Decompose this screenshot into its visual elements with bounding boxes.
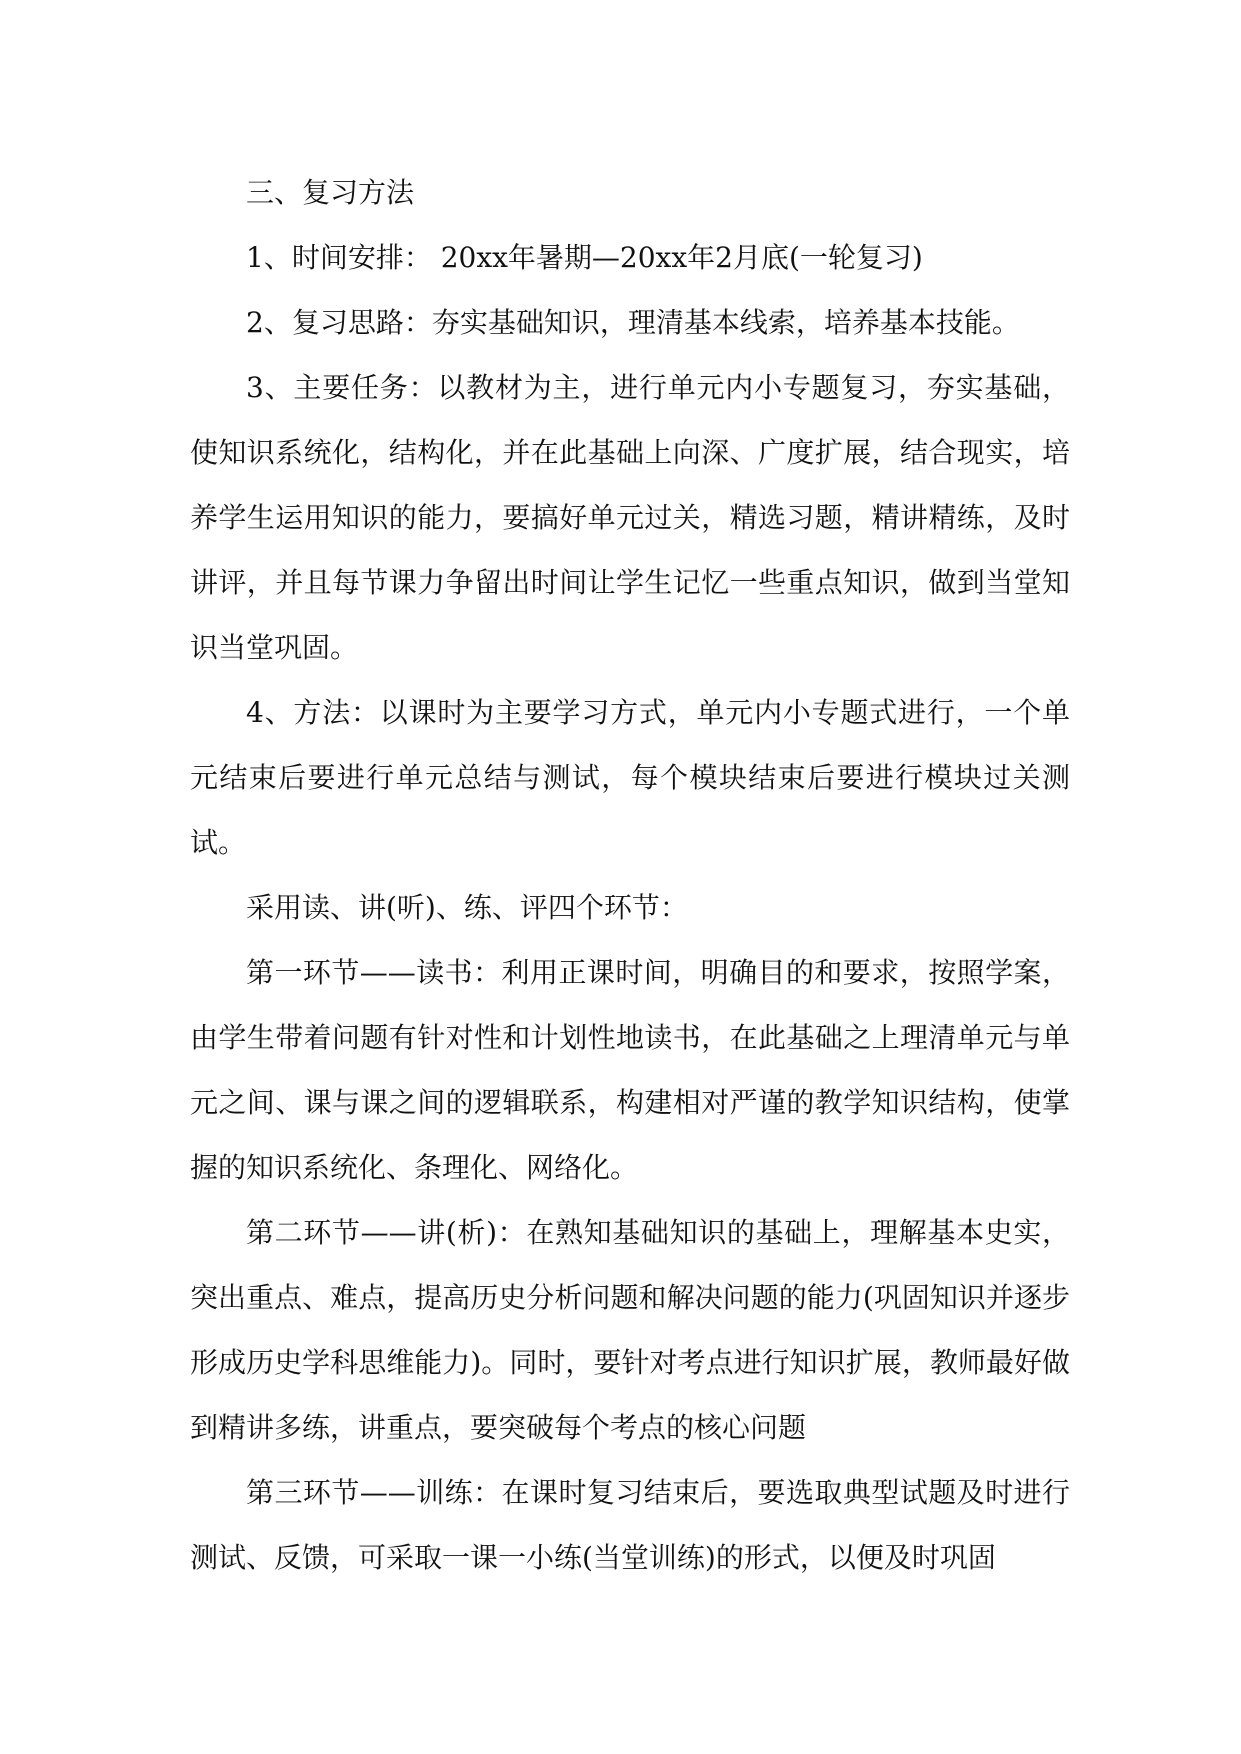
paragraph-method: 4、方法：以课时为主要学习方式，单元内小专题式进行，一个单元结束后要进行单元总结与测试，每个模块结束后要进行模块过关测试。 [190,696,1070,859]
paragraph-review-approach: 2、复习思路：夯实基础知识，理清基本线索，培养基本技能。 [246,306,1020,339]
paragraph-stage-training: 第三环节——训练：在课时复习结束后，要选取典型试题及时进行测试、反馈，可采取一课一小练(当堂训练)的形式，以便及时巩固 [190,1476,1070,1574]
paragraph-stage-lecture: 第二环节——讲(析)：在熟知基础知识的基础上，理解基本史实，突出重点、难点，提高历史分析问题和解决问题的能力(巩固知识并逐步形成历史学科思维能力)。同时，要针对考点进行知识扩展，教师最好做到精讲多练，讲重点，要突破每个考点的核心问题 [190,1216,1070,1444]
section-heading: 三、复习方法 [246,176,415,209]
paragraph-four-stages: 采用读、讲(听)、练、评四个环节： [246,891,688,924]
paragraph-main-tasks: 3、主要任务：以教材为主，进行单元内小专题复习，夯实基础，使知识系统化，结构化，并在此基础上向深、广度扩展，结合现实，培养学生运用知识的能力，要搞好单元过关，精选习题，精讲精练，及时讲评，并且每节课力争留出时间让学生记忆一些重点知识，做到当堂知识当堂巩固。 [190,371,1070,664]
paragraph-time-schedule: 1、时间安排： 20xx年暑期—20xx年2月底(一轮复习) [246,241,923,274]
paragraph-stage-reading: 第一环节——读书：利用正课时间，明确目的和要求，按照学案，由学生带着问题有针对性和计划性地读书，在此基础之上理清单元与单元之间、课与课之间的逻辑联系，构建相对严谨的教学知识结构，使掌握的知识系统化、条理化、网络化。 [190,956,1070,1184]
document-body [190,160,1070,1590]
